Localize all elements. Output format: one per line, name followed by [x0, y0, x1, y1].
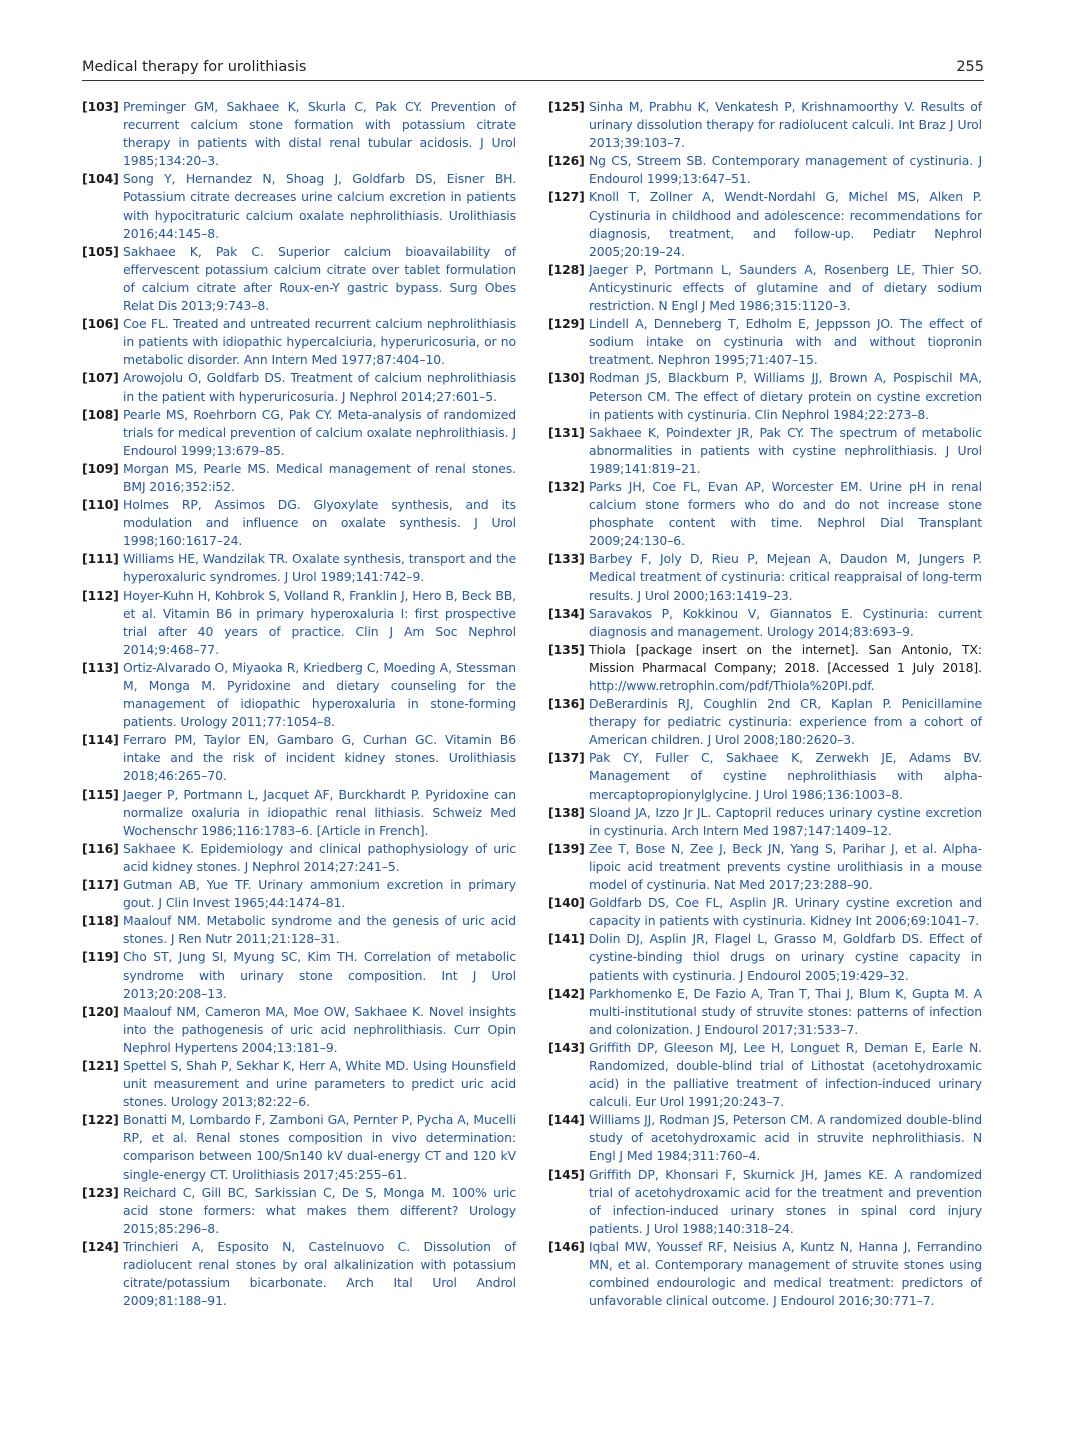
reference-number: [118]: [82, 913, 119, 929]
reference-112: [82, 587, 516, 659]
reference-column-left: [82, 98, 516, 1310]
reference-link[interactable]: Goldfarb DS, Coe FL, Asplin JR. Urinary cystine excretion and capacity in patients with cystinuria. Kidney Int 2006;69:1041–7.: [589, 895, 982, 929]
reference-link[interactable]: Gutman AB, Yue TF. Urinary ammonium excretion in primary gout. J Clin Invest 1965;44:1474–81.: [123, 877, 516, 911]
reference-number: [110]: [82, 497, 119, 513]
reference-130: [548, 369, 982, 423]
reference-number: [139]: [548, 840, 585, 856]
reference-link[interactable]: Ferraro PM, Taylor EN, Gambaro G, Curhan GC. Vitamin B6 intake and the risk of incident kidney stones. Urolithiasis 2018;46:265–70.: [123, 732, 516, 784]
reference-117: [82, 876, 516, 912]
reference-link[interactable]: Dolin DJ, Asplin JR, Flagel L, Grasso M, Goldfarb DS. Effect of cystine-binding thiol drugs on urinary cystine capacity in patients with cystinuria. J Endourol 2005;19:429–32.: [589, 931, 982, 983]
reference-link[interactable]: Parkhomenko E, De Fazio A, Tran T, Thai J, Blum K, Gupta M. A multi-institutional study of struvite stones: patterns of infection and colonization. J Endourol 2017;31:533–7.: [589, 985, 982, 1037]
reference-link[interactable]: Cho ST, Jung SI, Myung SC, Kim TH. Correlation of metabolic syndrome with urinary stone composition. Int J Urol 2013;20:208–13.: [123, 949, 516, 1001]
reference-106: [82, 315, 516, 369]
reference-129: [548, 315, 982, 369]
reference-105: [82, 243, 516, 315]
reference-138: [548, 804, 982, 840]
reference-number: [135]: [548, 641, 585, 657]
reference-link[interactable]: Morgan MS, Pearle MS. Medical management of renal stones. BMJ 2016;352:i52.: [123, 460, 516, 494]
reference-number: [141]: [548, 931, 585, 947]
reference-number: [134]: [548, 605, 585, 621]
reference-number: [144]: [548, 1112, 585, 1128]
reference-number: [133]: [548, 551, 585, 567]
reference-link[interactable]: Trinchieri A, Esposito N, Castelnuovo C. Dissolution of radiolucent renal stones by oral alkalinization with potassium citrate/potassium bicarbonate. Arch Ital Urol Androl 2009;81:188–91.: [123, 1238, 516, 1309]
reference-link[interactable]: Sinha M, Prabhu K, Venkatesh P, Krishnamoorthy V. Results of urinary dissolution therapy for radiolucent calculi. Int Braz J Urol 2013;39:103–7.: [589, 99, 982, 151]
reference-116: [82, 840, 516, 876]
reference-link[interactable]: Knoll T, Zollner A, Wendt-Nordahl G, Michel MS, Alken P. Cystinuria in childhood and adolescence: recommendations for diagnosis, treatment, and follow-up. Pediatr Nephrol 2005;20:19–24.: [589, 189, 982, 259]
reference-link[interactable]: Preminger GM, Sakhaee K, Skurla C, Pak CY. Prevention of recurrent calcium stone formation with potassium citrate therapy in patients with distal renal tubular acidosis. J Urol 1985;134:20–3.: [123, 99, 516, 169]
reference-144: [548, 1111, 982, 1165]
reference-number: [112]: [82, 587, 119, 603]
reference-link[interactable]: Sloand JA, Izzo Jr JL. Captopril reduces urinary cystine excretion in cystinuria. Arch Intern Med 1987;147:1409–12.: [589, 804, 982, 838]
reference-number: [104]: [82, 171, 119, 187]
reference-link[interactable]: Parks JH, Coe FL, Evan AP, Worcester EM. Urine pH in renal calcium stone formers who do and do not increase stone phosphate content with time. Nephrol Dial Transplant 2009;24:130–6.: [589, 478, 982, 549]
reference-number: [121]: [82, 1057, 119, 1073]
reference-146: [548, 1238, 982, 1310]
reference-107: [82, 369, 516, 405]
reference-link[interactable]: Rodman JS, Blackburn P, Williams JJ, Brown A, Pospischil MA, Peterson CM. The effect of dietary protein on cystine excretion in patients with cystinuria. Clin Nephrol 1984;22:273–8.: [589, 370, 982, 422]
reference-143: [548, 1039, 982, 1111]
header-rule: [82, 80, 984, 81]
reference-number: [122]: [82, 1112, 119, 1128]
reference-link[interactable]: Pak CY, Fuller C, Sakhaee K, Zerwekh JE, Adams BV. Management of cystine nephrolithiasis with alpha-mercaptopropionylglycine. J Urol 1986;136:1003–8.: [589, 750, 982, 802]
reference-link[interactable]: Arowojolu O, Goldfarb DS. Treatment of calcium nephrolithiasis in the patient with hyperuricosuria. J Nephrol 2014;27:601–5.: [123, 370, 516, 404]
reference-111: [82, 550, 516, 586]
reference-126: [548, 152, 982, 188]
reference-number: [140]: [548, 895, 585, 911]
reference-link[interactable]: Pearle MS, Roehrborn CG, Pak CY. Meta-analysis of randomized trials for medical prevention of calcium oxalate nephrolithiasis. J Endourol 1999;13:679–85.: [123, 406, 516, 458]
reference-number: [113]: [82, 659, 119, 675]
reference-number: [128]: [548, 261, 585, 277]
reference-link[interactable]: DeBerardinis RJ, Coughlin 2nd CR, Kaplan P. Penicillamine therapy for pediatric cystinuria: experience from a cohort of American children. J Urol 2008;180:2620–3.: [589, 696, 982, 748]
reference-137: [548, 749, 982, 803]
reference-122: [82, 1111, 516, 1183]
reference-link[interactable]: Lindell A, Denneberg T, Edholm E, Jeppsson JO. The effect of sodium intake on cystinuria with and without tiopronin treatment. Nephron 1995;71:407–15.: [589, 316, 982, 368]
reference-number: [130]: [548, 370, 585, 386]
reference-link[interactable]: Griffith DP, Gleeson MJ, Lee H, Longuet R, Deman E, Earle N. Randomized, double-blind trial of Lithostat (acetohydroxamic acid) in the palliative treatment of infection-induced urinary calculi. Eur Urol 1991;20:243–7.: [589, 1039, 982, 1110]
reference-number: [124]: [82, 1238, 119, 1254]
reference-125: [548, 98, 982, 152]
reference-link[interactable]: Sakhaee K, Pak C. Superior calcium bioavailability of effervescent potassium calcium citrate over tablet formulation of calcium citrate after Roux-en-Y gastric bypass. Surg Obes Relat Dis 2013;9:743–8.: [123, 243, 516, 314]
reference-133: [548, 550, 982, 604]
reference-number: [132]: [548, 478, 585, 494]
reference-link[interactable]: Sakhaee K, Poindexter JR, Pak CY. The spectrum of metabolic abnormalities in patients with cystine nephrolithiasis. J Urol 1989;141:819–21.: [589, 424, 982, 476]
reference-number: [111]: [82, 551, 119, 567]
reference-link[interactable]: Song Y, Hernandez N, Shoag J, Goldfarb DS, Eisner BH. Potassium citrate decreases urine calcium excretion in patients with hypocitraturic calcium oxalate nephrolithiasis. Urolithiasis 2016;44:145–8.: [123, 171, 516, 241]
reference-number: [138]: [548, 804, 585, 820]
reference-number: [107]: [82, 370, 119, 386]
running-title: Medical therapy for urolithiasis: [82, 59, 307, 75]
reference-number: [127]: [548, 189, 585, 205]
reference-number: [129]: [548, 316, 585, 332]
reference-number: [115]: [82, 786, 119, 802]
reference-link[interactable]: Williams HE, Wandzilak TR. Oxalate synthesis, transport and the hyperoxaluric syndromes. J Urol 1989;141:742–9.: [123, 551, 516, 585]
reference-132: [548, 478, 982, 550]
reference-link[interactable]: Jaeger P, Portmann L, Saunders A, Rosenberg LE, Thier SO. Anticystinuric effects of glutamine and of dietary sodium restriction. N Engl J Med 1986;315:1120–3.: [589, 261, 982, 314]
reference-number: [108]: [82, 406, 119, 422]
reference-108: [82, 406, 516, 460]
reference-number: [131]: [548, 424, 585, 440]
reference-113: [82, 659, 516, 731]
reference-link[interactable]: Spettel S, Shah P, Sekhar K, Herr A, White MD. Using Hounsfield unit measurement and urine parameters to predict uric acid stones. Urology 2013;82:22–6.: [123, 1057, 516, 1110]
reference-114: [82, 731, 516, 785]
reference-134: [548, 605, 982, 641]
reference-link[interactable]: Hoyer-Kuhn H, Kohbrok S, Volland R, Franklin J, Hero B, Beck BB, et al. Vitamin B6 in primary hyperoxaluria I: first prospective trial after 40 years of practice. Clin J Am Soc Nephrol 2014;9:468–77.: [123, 587, 516, 657]
reference-109: [82, 460, 516, 496]
reference-link[interactable]: Coe FL. Treated and untreated recurrent calcium nephrolithiasis in patients with idiopathic hypercalciuria, hyperuricosuria, or no metabolic disorder. Ann Intern Med 1977;87:404–10.: [123, 316, 516, 368]
reference-127: [548, 188, 982, 260]
reference-number: [142]: [548, 985, 585, 1001]
reference-link[interactable]: Griffith DP, Khonsari F, Skurnick JH, James KE. A randomized trial of acetohydroxamic acid for the treatment and prevention of infection-induced urinary stones in spinal cord injury patients. J Urol 1988;140:318–24.: [589, 1166, 982, 1236]
reference-link[interactable]: Bonatti M, Lombardo F, Zamboni GA, Pernter P, Pycha A, Mucelli RP, et al. Renal stones composition in vivo determination: comparison between 100/Sn140 kV dual-energy CT and 120 kV single-energy CT. Urolithiasis 2017;45:255–61.: [123, 1112, 516, 1182]
reference-link[interactable]: Ortiz-Alvarado O, Miyaoka R, Kriedberg C, Moeding A, Stessman M, Monga M. Pyridoxine and dietary counseling for the management of idiopathic hyperoxaluria in stone-forming patients. Urology 2011;77:1054–8.: [123, 659, 516, 730]
reference-number: [109]: [82, 460, 119, 476]
reference-136: [548, 695, 982, 749]
reference-number: [126]: [548, 153, 585, 169]
reference-number: [137]: [548, 750, 585, 766]
reference-135: [548, 641, 982, 695]
reference-number: [116]: [82, 840, 119, 856]
reference-104: [82, 170, 516, 242]
reference-url-link[interactable]: http://www.retrophin.com/pdf/Thiola%20PI.pdf.: [589, 678, 875, 693]
reference-145: [548, 1166, 982, 1238]
reference-link[interactable]: Reichard C, Gill BC, Sarkissian C, De S, Monga M. 100% uric acid stone formers: what makes them different? Urology 2015;85:296–8.: [123, 1184, 516, 1236]
reference-number: [105]: [82, 243, 119, 259]
reference-text: Thiola [package insert on the internet]. San Antonio, TX: Mission Pharmacal Company; 2018. [Accessed 1 July 2018].: [589, 641, 982, 675]
reference-124: [82, 1238, 516, 1310]
reference-142: [548, 985, 982, 1039]
reference-128: [548, 261, 982, 315]
reference-link[interactable]: Sakhaee K. Epidemiology and clinical pathophysiology of uric acid kidney stones. J Nephrol 2014;27:241–5.: [123, 840, 516, 874]
reference-link[interactable]: Jaeger P, Portmann L, Jacquet AF, Burckhardt P. Pyridoxine can normalize oxaluria in idiopathic renal lithiasis. Schweiz Med Wochenschr 1986;116:1783–6. [Article in French].: [123, 786, 516, 838]
reference-link[interactable]: Williams JJ, Rodman JS, Peterson CM. A randomized double-blind study of acetohydroxamic acid in struvite nephrolithiasis. N Engl J Med 1984;311:760–4.: [589, 1112, 982, 1164]
page-number: 255: [956, 59, 984, 75]
reference-103: [82, 98, 516, 170]
reference-number: [120]: [82, 1003, 119, 1019]
reference-number: [123]: [82, 1184, 119, 1200]
reference-number: [117]: [82, 877, 119, 893]
reference-number: [119]: [82, 949, 119, 965]
reference-number: [136]: [548, 696, 585, 712]
reference-number: [125]: [548, 99, 585, 114]
reference-number: [146]: [548, 1238, 585, 1254]
reference-118: [82, 912, 516, 948]
reference-119: [82, 948, 516, 1002]
reference-link[interactable]: Saravakos P, Kokkinou V, Giannatos E. Cystinuria: current diagnosis and management. Urology 2014;83:693–9.: [589, 605, 982, 639]
reference-number: [103]: [82, 99, 119, 114]
reference-123: [82, 1184, 516, 1238]
reference-110: [82, 496, 516, 550]
reference-column-right: [548, 98, 982, 1310]
reference-link[interactable]: Iqbal MW, Youssef RF, Neisius A, Kuntz N, Hanna J, Ferrandino MN, et al. Contemporary management of struvite stones using combined endourologic and medical treatment: predictors of unfavorable clinical outcome. J Endourol 2016;30:771–7.: [589, 1238, 982, 1309]
reference-141: [548, 930, 982, 984]
page-header: [82, 56, 984, 82]
reference-link[interactable]: Zee T, Bose N, Zee J, Beck JN, Yang S, Parihar J, et al. Alpha-lipoic acid treatment prevents cystine urolithiasis in a mouse model of cystinuria. Nat Med 2017;23:288–90.: [589, 840, 982, 893]
reference-120: [82, 1003, 516, 1057]
reference-number: [145]: [548, 1166, 585, 1182]
reference-link[interactable]: Maalouf NM, Cameron MA, Moe OW, Sakhaee K. Novel insights into the pathogenesis of uric acid nephrolithiasis. Curr Opin Nephrol Hypertens 2004;13:181–9.: [123, 1003, 516, 1055]
reference-115: [82, 786, 516, 840]
reference-140: [548, 894, 982, 930]
reference-121: [82, 1057, 516, 1111]
reference-number: [143]: [548, 1039, 585, 1055]
reference-link[interactable]: Holmes RP, Assimos DG. Glyoxylate synthesis, and its modulation and influence on oxalate synthesis. J Urol 1998;160:1617–24.: [123, 497, 516, 549]
reference-link[interactable]: Ng CS, Streem SB. Contemporary management of cystinuria. J Endourol 1999;13:647–51.: [589, 153, 982, 187]
reference-number: [114]: [82, 732, 119, 748]
reference-131: [548, 424, 982, 478]
reference-link[interactable]: Maalouf NM. Metabolic syndrome and the genesis of uric acid stones. J Ren Nutr 2011;21:128–31.: [123, 913, 516, 947]
reference-number: [106]: [82, 316, 119, 332]
reference-link[interactable]: Barbey F, Joly D, Rieu P, Mejean A, Daudon M, Jungers P. Medical treatment of cystinuria: critical reappraisal of long-term results. J Urol 2000;163:1419–23.: [589, 551, 982, 603]
reference-139: [548, 840, 982, 894]
